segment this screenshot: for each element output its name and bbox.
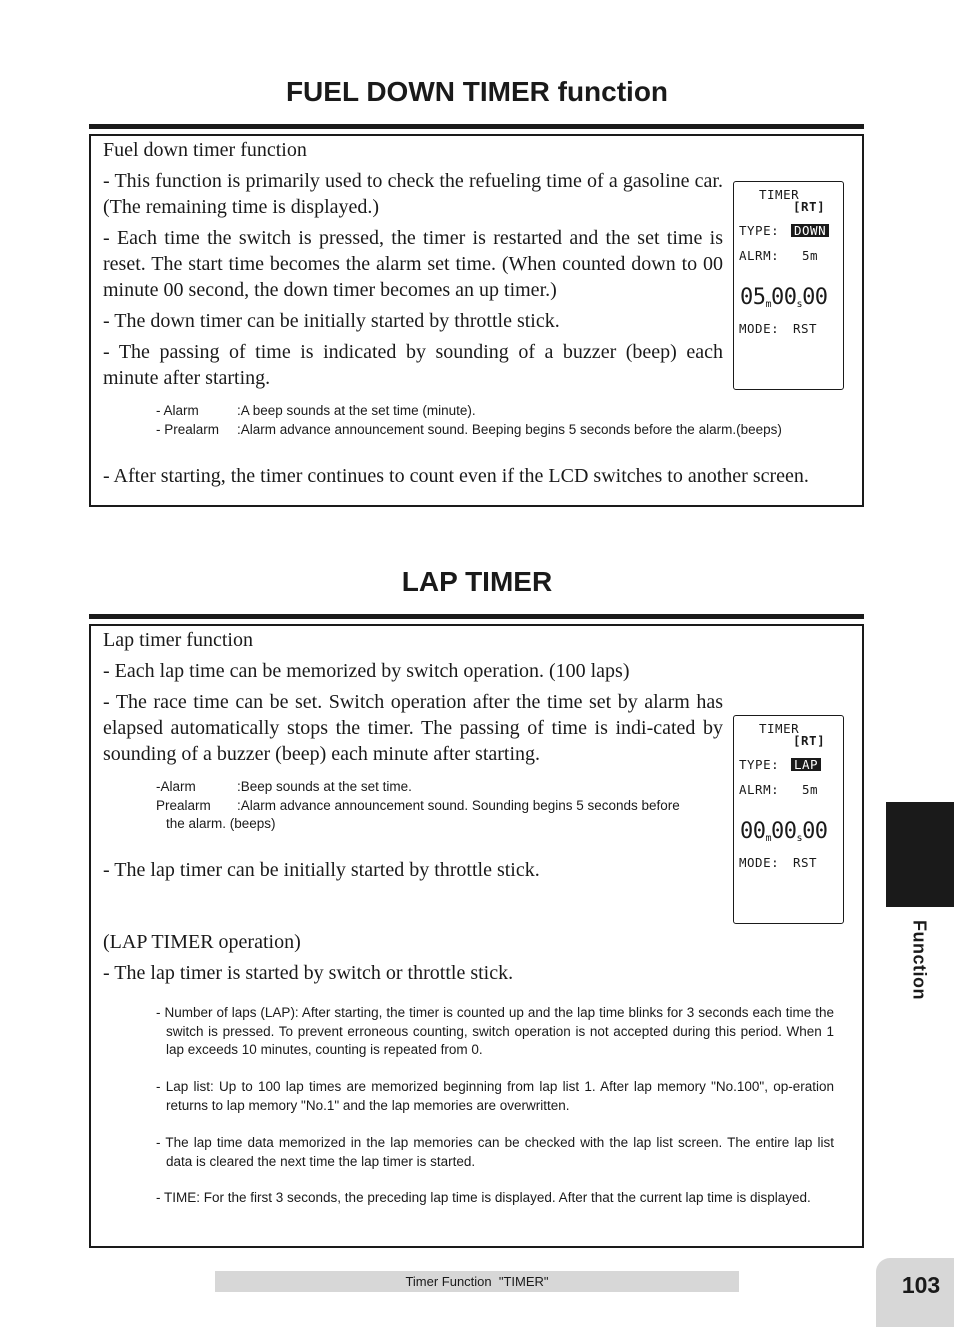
fuel-title-rule	[89, 124, 864, 129]
lap-note-lap-data: - The lap time data memorized in the lap memories can be checked with the lap list screen. The entire lap list data is cleared the next time the lap timer is started.	[156, 1135, 834, 1169]
lcd-time-readout	[740, 819, 828, 844]
lap-operation-heading: (LAP TIMER operation)	[103, 931, 301, 953]
fuel-paragraph-2: - Each time the switch is pressed, the timer is restarted and the set time is reset. The start time becomes the alarm set time. (When counted down to 00 minute 00 second, the down timer becomes an up timer.)	[103, 227, 723, 301]
fuel-paragraph-3: - The down timer can be initially started by throttle stick.	[103, 310, 560, 332]
lcd-minutes: 05	[740, 285, 766, 310]
lap-lcd-screen	[733, 715, 844, 924]
lcd-type-label: TYPE:	[739, 223, 780, 238]
lcd-alrm-value: 5m	[802, 248, 819, 263]
page-number: 103	[901, 1272, 941, 1298]
fuel-section-title: FUEL DOWN TIMER function	[285, 76, 669, 107]
lcd-type-value: LAP	[791, 758, 821, 771]
lcd-minute-unit: m	[765, 299, 772, 310]
lap-section-title: LAP TIMER	[401, 566, 553, 597]
lap-prealarm-continued: the alarm. (beeps)	[166, 816, 276, 831]
lcd-mode-label: MODE:	[739, 321, 780, 336]
lcd-type-label: TYPE:	[739, 757, 780, 772]
lcd-title: TIMER	[759, 721, 800, 736]
lap-prealarm-desc: :Alarm advance announcement sound. Sounding begins 5 seconds before	[237, 798, 680, 813]
lcd-time-readout	[740, 285, 828, 310]
lap-paragraph-2: - The race time can be set. Switch operation after the time set by alarm has elapsed automatically stops the timer. The passing of time is indi-cated by sounding of a buzzer (beep) each minute after starting.	[103, 691, 723, 765]
lap-paragraph-3: - The lap timer can be initially started by throttle stick.	[103, 859, 540, 881]
lap-paragraph-1: - Each lap time can be memorized by switch operation. (100 laps)	[103, 660, 630, 682]
lcd-mode-label: MODE:	[739, 855, 780, 870]
lcd-mode-value: RST	[793, 855, 818, 870]
fuel-prealarm-desc: :Alarm advance announcement sound. Beeping begins 5 seconds before the alarm.(beeps)	[237, 422, 782, 437]
lap-prealarm-label: Prealarm	[156, 798, 211, 813]
lap-heading: Lap timer function	[103, 629, 253, 651]
lap-note-lap-list: - Lap list: Up to 100 lap times are memorized beginning from lap list 1. After lap memory "No.100", op-eration returns to lap memory "No.1" and the lap memories are overwritten.	[156, 1079, 834, 1113]
section-tab-label: Function	[909, 920, 930, 1000]
lap-alarm-label: -Alarm	[156, 779, 196, 794]
fuel-lcd-screen	[733, 181, 844, 390]
lap-note-number-of-laps: - Number of laps (LAP): After starting, the timer is counted up and the lap time blinks for 3 seconds each time the switch is pressed. To prevent erroneous counting, switch operation is not accepted during this period. When 1 lap exceeds 10 minutes, counting is repeated from 0.	[156, 1005, 834, 1057]
lap-note-time: - TIME: For the first 3 seconds, the preceding lap time is displayed. After that the current lap time is displayed.	[156, 1190, 811, 1205]
lcd-alrm-value: 5m	[802, 782, 819, 797]
lcd-rt-indicator: [RT]	[793, 199, 826, 214]
fuel-alarm-label: - Alarm	[156, 403, 199, 418]
fuel-prealarm-label: - Prealarm	[156, 422, 220, 437]
lap-alarm-desc: :Beep sounds at the set time.	[237, 779, 412, 794]
lcd-seconds: 00	[771, 285, 797, 310]
lcd-type-value: DOWN	[791, 224, 829, 237]
lcd-centiseconds: 00	[802, 819, 828, 844]
fuel-paragraph-5: - After starting, the timer continues to count even if the LCD switches to another screen.	[103, 465, 809, 487]
lcd-title: TIMER	[759, 187, 800, 202]
fuel-heading: Fuel down timer function	[103, 139, 307, 161]
lcd-second-unit: s	[796, 833, 803, 844]
page-number-box	[876, 1258, 954, 1327]
fuel-alarm-desc: :A beep sounds at the set time (minute).	[237, 403, 476, 418]
lcd-alrm-label: ALRM:	[739, 248, 780, 263]
lcd-second-unit: s	[796, 299, 803, 310]
section-tab-marker	[886, 802, 954, 907]
lcd-rt-indicator: [RT]	[793, 733, 826, 748]
fuel-paragraph-4: - The passing of time is indicated by sounding of a buzzer (beep) each minute after starting.	[103, 341, 723, 389]
lcd-minute-unit: m	[765, 833, 772, 844]
fuel-paragraph-1: - This function is primarily used to check the refueling time of a gasoline car. (The remaining time is displayed.)	[103, 170, 723, 218]
lcd-centiseconds: 00	[802, 285, 828, 310]
lcd-minutes: 00	[740, 819, 766, 844]
lcd-seconds: 00	[771, 819, 797, 844]
footer-caption: Timer Function "TIMER"	[215, 1271, 739, 1292]
lcd-alrm-label: ALRM:	[739, 782, 780, 797]
lap-operation-paragraph: - The lap timer is started by switch or throttle stick.	[103, 962, 514, 984]
lcd-mode-value: RST	[793, 321, 818, 336]
lap-title-rule	[89, 614, 864, 619]
